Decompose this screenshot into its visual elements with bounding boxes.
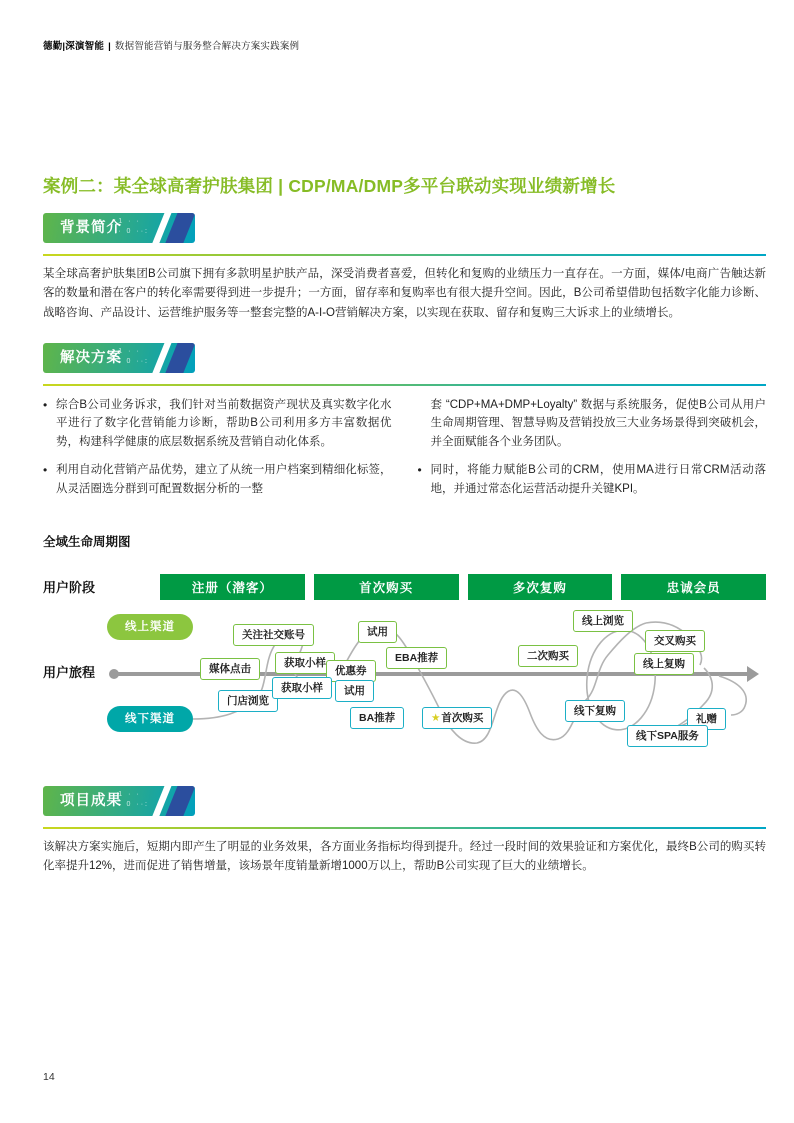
journey-node: 试用: [335, 680, 374, 702]
journey-node: 线下SPA服务: [627, 725, 708, 747]
journey-node: 获取小样: [275, 652, 335, 674]
journey-node: 关注社交账号: [233, 624, 314, 646]
journey-node: 优惠券: [326, 660, 376, 682]
page-title: 案例二：某全球高奢护肤集团 | CDP/MA/DMP多平台联动实现业绩新增长: [43, 176, 616, 196]
background-badge-label: 背景简介: [60, 220, 122, 236]
background-paragraph: 某全球高奢护肤集团B公司旗下拥有多款明星护肤产品，深受消费者喜爱，但转化和复购的业绩压力一直存在。一方面，媒体/电商广告触达新客的数量和潜在客户的转化率需要得到进一步提升；一方面，留存率和复购率也有很大提升空间。因此，B公司希望借助包括数字化能力诊断、战略咨询、产品设计、运营维护服务等一整套完整的A-I-O营销解决方案，以实现在获取、留存和复购三大诉求上的业绩增长。: [43, 268, 766, 319]
stage-button-2: 首次购买: [314, 574, 459, 600]
header-separator: |: [108, 41, 111, 52]
journey-node: BA推荐: [350, 707, 404, 729]
header-subtitle: 数据智能营销与服务整合解决方案实践案例: [114, 41, 300, 52]
journey-node: 二次购买: [518, 645, 578, 667]
journey-canvas: [43, 602, 766, 764]
journey-node: 交叉购买: [645, 630, 705, 652]
gradient-rule: [43, 384, 766, 386]
results-badge-label: 项目成果: [60, 792, 122, 809]
solution-left-column: [43, 396, 392, 508]
user-stages-row: [43, 574, 766, 600]
solution-bullet: • 同时，将能力赋能B公司的CRM，使用MA进行日常CRM活动落地，并通过常态化运营活动提升关键KPI。: [418, 461, 767, 498]
solution-continuation: 套 “CDP+MA+DMP+Loyalty” 数据与系统服务，促使B公司从用户生命周期管理、智慧导购及营销投放三大业务场景得到突破机会，并全面赋能各个业务团队。: [430, 398, 766, 448]
journey-node: 线下复购: [565, 700, 625, 722]
stage-buttons: [160, 574, 766, 600]
section-results-header: [43, 786, 766, 829]
gradient-rule: [43, 254, 766, 256]
solution-columns: [43, 396, 766, 508]
journey-node: 线上浏览: [573, 610, 633, 632]
stage-row-label: 用户阶段: [43, 580, 96, 596]
journey-node: 礼赠: [687, 708, 726, 730]
journey-node: 获取小样: [272, 677, 332, 699]
journey-row-label: 用户旅程: [43, 664, 96, 680]
section-solution-header: [43, 343, 766, 386]
solution-bullet: • 利用自动化营销产品优势，建立了从统一用户档案到精细化标签，从灵活圈选分群到可配置数据分析的一整: [43, 461, 392, 498]
offline-channel-pill: 线下渠道: [107, 706, 193, 732]
section-background-header: [43, 213, 766, 256]
journey-node: 媒体点击: [200, 658, 260, 680]
solution-badge: [43, 343, 195, 373]
solution-badge-label: 解决方案: [60, 349, 122, 366]
brand-logo-text: 德勤|深演智能: [43, 41, 105, 52]
journey-node-label: 首次购买: [441, 712, 484, 725]
stage-button-3: 多次复购: [468, 574, 613, 600]
online-channel-pill: 线上渠道: [107, 614, 193, 640]
solution-right-column: [418, 396, 767, 508]
page-number: 14: [43, 1071, 55, 1083]
stage-button-1: 注册（潜客）: [160, 574, 305, 600]
results-paragraph: 该解决方案实施后，短期内即产生了明显的业务效果，各方面业务指标均得到提升。经过一段时间的效果验证和方案优化，最终B公司的购买转化率提升12%，进而促进了销售增量，该场景年度销量新增1000万以上，帮助B公司实现了巨大的业绩增长。: [43, 840, 766, 873]
journey-node: 门店浏览: [218, 690, 278, 712]
journey-node: 试用: [358, 621, 397, 643]
diagram-title: 全域生命周期图: [43, 534, 131, 549]
stage-button-4: 忠诚会员: [621, 574, 766, 600]
background-badge: [43, 213, 195, 243]
star-icon: ★: [431, 712, 441, 725]
binary-dots-decoration: 1 · · · 0 ··:: [118, 790, 149, 808]
results-badge: [43, 786, 195, 816]
document-header: [43, 0, 766, 52]
solution-bullet: • 综合B公司业务诉求，我们针对当前数据资产现状及真实数字化水平进行了数字化营销能力诊断，帮助B公司利用多方丰富数据优势，构建科学健康的底层数据系统及营销自动化体系。: [43, 396, 392, 451]
gradient-rule: [43, 827, 766, 829]
journey-node: [422, 707, 492, 729]
journey-node: EBA推荐: [386, 647, 447, 669]
binary-dots-decoration: 1 · · · 0 ··:: [118, 218, 149, 235]
binary-dots-decoration: 1 · · · 0 ··:: [118, 347, 149, 365]
journey-node: 线上复购: [634, 653, 694, 675]
